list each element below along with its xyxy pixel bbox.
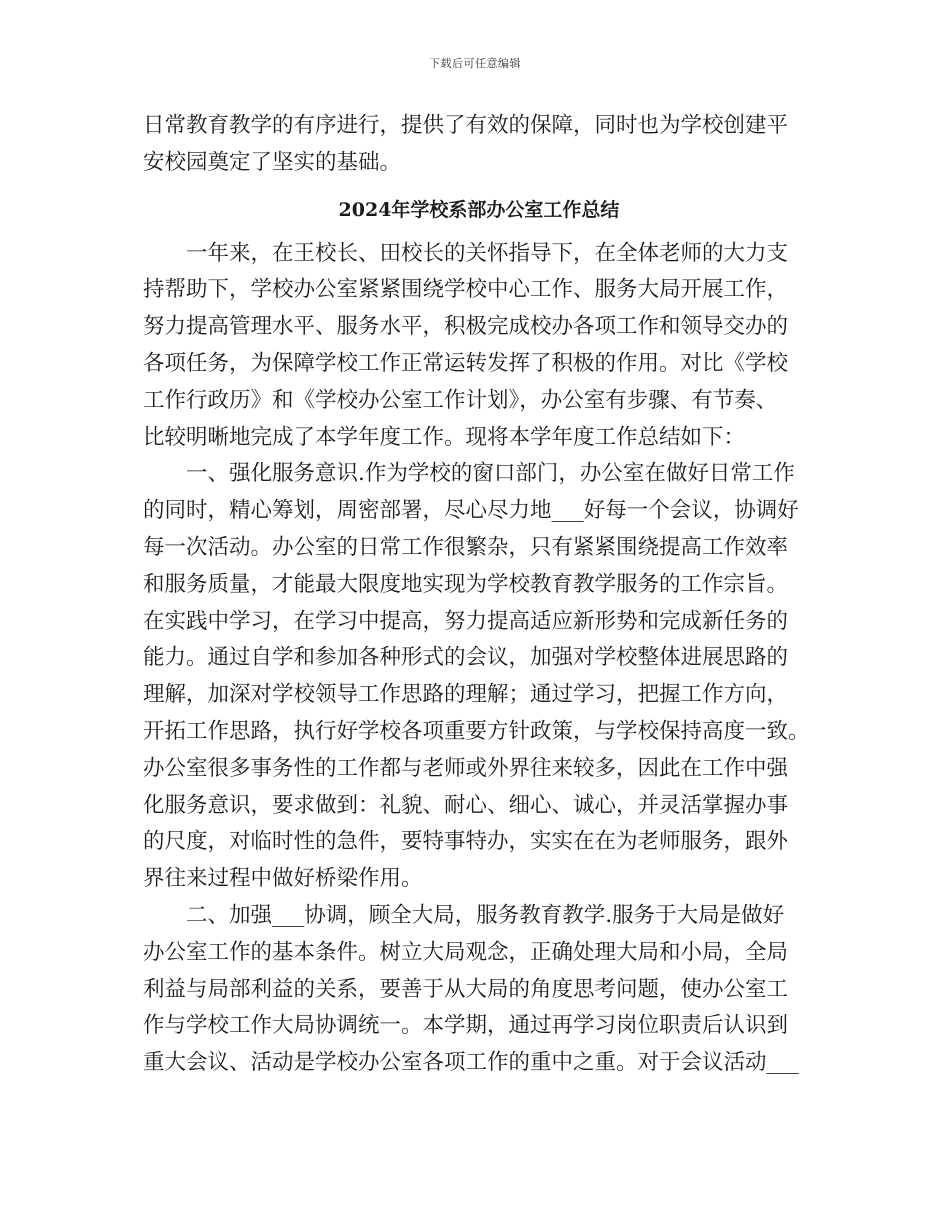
paragraph-line: 理解，加深对学校领导工作思路的理解；通过学习，把握工作方向， (143, 682, 789, 708)
paragraph-line: 作与学校工作大局协调统一。本学期，通过再学习岗位职责后认识到 (143, 1013, 789, 1039)
paragraph-line: 一、强化服务意识.作为学校的窗口部门，办公室在做好日常工作 (186, 461, 795, 487)
paragraph-line: 一年来，在王校长、田校长的关怀指导下，在全体老师的大力支 (186, 240, 789, 266)
paragraph-line: 的同时，精心筹划，周密部署，尽心尽力地___好每一个会议，协调好 (143, 498, 799, 524)
paragraph-line: 在实践中学习，在学习中提高，努力提高适应新形势和完成新任务的 (143, 608, 789, 634)
paragraph-line: 界往来过程中做好桥梁作用。 (143, 866, 423, 892)
paragraph-2 (143, 456, 815, 898)
paragraph-3 (143, 898, 815, 1082)
paragraph-line: 开拓工作思路，执行好学校各项重要方针政策，与学校保持高度一致。 (143, 718, 810, 744)
paragraph-line: 每一次活动。办公室的日常工作很繁杂，只有紧紧围绕提高工作效率 (143, 534, 789, 560)
paragraph-line: 工作行政历》和《学校办公室工作计划》，办公室有步骤、有节奏、 (143, 387, 778, 413)
intro-line-2: 安校园奠定了坚实的基础。 (143, 149, 402, 175)
paragraph-line: 化服务意识，要求做到：礼貌、耐心、细心、诚心，并灵活掌握办事 (143, 792, 789, 818)
paragraph-line: 办公室很多事务性的工作都与老师或外界往来较多，因此在工作中强 (143, 755, 789, 781)
intro-line-1: 日常教育教学的有序进行，提供了有效的保障，同时也为学校创建平 (143, 113, 789, 138)
paragraph-line: 利益与局部利益的关系，要善于从大局的角度思考问题，使办公室工 (143, 976, 789, 1002)
paragraph-line: 持帮助下，学校办公室紧紧围绕学校中心工作、服务大局开展工作， (143, 277, 789, 303)
paragraph-line: 比较明晰地完成了本学年度工作。现将本学年度工作总结如下： (143, 424, 746, 450)
paragraph-line: 各项任务，为保障学校工作正常运转发挥了积极的作用。对比《学校 (143, 350, 789, 376)
paragraph-line: 和服务质量，才能最大限度地实现为学校教育教学服务的工作宗旨。 (143, 571, 789, 597)
page-header: 下载后可任意编辑 (429, 57, 521, 70)
paragraph-line: 努力提高管理水平、服务水平，积极完成校办各项工作和领导交办的 (143, 314, 789, 340)
paragraph-line: 能力。通过自学和参加各种形式的会议，加强对学校整体进展思路的 (143, 645, 789, 671)
paragraph-line: 二、加强___协调，顾全大局，服务教育教学.服务于大局是做好 (186, 902, 785, 928)
document-body (143, 108, 815, 1082)
paragraph-line: 的尺度，对临时性的急件，要特事特办，实实在在为老师服务，跟外 (143, 829, 789, 855)
paragraph-1 (143, 236, 815, 457)
paragraph-line: 重大会议、活动是学校办公室各项工作的重中之重。对于会议活动___ (143, 1050, 799, 1076)
paragraph-line: 办公室工作的基本条件。树立大局观念，正确处理大局和小局，全局 (143, 939, 789, 965)
document-title: 2024年学校系部办公室工作总结 (338, 198, 620, 221)
